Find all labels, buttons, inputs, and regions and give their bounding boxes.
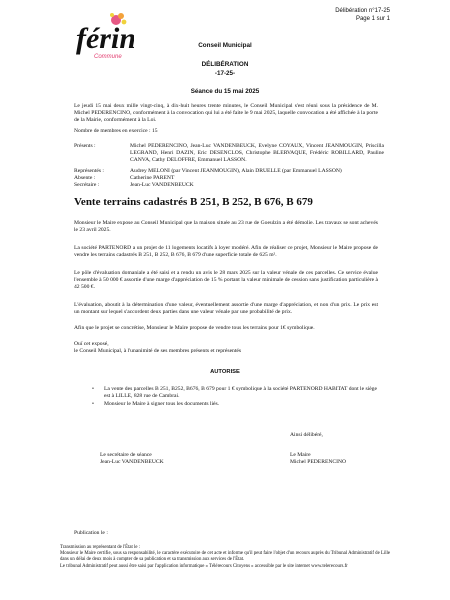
mayor-role: Le Maire (290, 452, 311, 458)
transmission-line: Transmission au représentant de l'État le : (60, 545, 141, 550)
attendance-label: Présents : (74, 143, 96, 149)
ferin-logo (72, 8, 134, 64)
secretary-role: Le secrétaire de séance (100, 452, 152, 458)
attendance-value: Audrey MELONI (par Vincent JEANMOUGIN), Alain DRUELLE (par Emmanuel LASSON) (130, 167, 342, 174)
deliberation-title: Vente terrains cadastrés B 251, B 252, B 676, B 679 (74, 196, 313, 208)
attendance-label: Absente : (74, 174, 96, 181)
deliberation-number: Délibération n°17-25 (335, 8, 390, 14)
paragraph-6: Ouï cet exposé, le Conseil Municipal, à l'unanimité de ses membres présents et représentés (74, 341, 242, 355)
members-count: Nombre de membres en exercice : 15 (74, 128, 158, 134)
list-item: • Monsieur le Maire à signer tous les documents liés. (92, 401, 380, 408)
recourse-notice: Monsieur le Maire certifie, sous sa responsabilité, le caractère exécutoire de cet acte et informe qu'il peut faire l'objet d'un recours auprès du Tribunal Administratif de Lille dans un délai de deux mois à compter de sa publication et sa transmission aux services de l'État. (60, 551, 390, 563)
paragraph-3: Le pôle d'évaluation domaniale a été saisi et a rendu un avis le 28 mars 2025 sur la valeur vénale de ces parcelles. Ce service évalue l'ensemble à 50 000 € assortie d'une marge d'appréciation de 15 % portant la valeur minimale de cession sans justification particulière à 42 500 €. (74, 270, 378, 291)
mayor-signature (290, 452, 346, 466)
attendance-row (74, 168, 384, 175)
page-count: Page 1 sur 1 (355, 16, 390, 22)
session-date: Séance du 15 mai 2025 (190, 88, 260, 95)
attendance-row (74, 182, 384, 189)
paragraph-5: Afin que le projet se concrétise, Monsieur le Maire propose de vendre tous les terrains pour 1€ symbolique. (74, 325, 315, 331)
autorise-heading: AUTORISE (210, 369, 240, 375)
paragraph-1: Monsieur le Maire expose au Conseil Municipal que la maison située au 23 rue de Goeulzin a été démolie. Les travaux se sont achevés le 23 avril 2025. (74, 220, 378, 234)
telerecours-notice: Le tribunal Administratif peut aussi être saisi par l'application informatique « Télérecours Citoyens » accessible par le site internet www.telerecours.fr (60, 563, 348, 569)
attendance-label: Secrétaire : (74, 182, 100, 189)
closing-statement: Ainsi délibéré, (290, 432, 323, 438)
publication-line: Publication le : (74, 530, 108, 536)
attendance-value: Michel PEDERENCINO, Jean-Luc VANDENBEUCK, Evelyne COYAUX, Vincent JEANMOUGIN, Priscilla LEGRAND, Henri DAZIN, Eric DESENCLOS, Christophe BLERVAQUE, Frédéric ROBILLARD, Pauline CANVA, Cathy DELOFFRE, Emmanuel LASSON. (130, 143, 384, 164)
list-item: • La vente des parcelles B 251, B252, B676, B 679 pour 1 € symbolique à la société PARTENORD HABITAT dont le siège est à LILLE, 828 rue de Cambrai. (92, 386, 380, 400)
document-reference (335, 7, 390, 23)
mayor-name: Michel PEDERENCINO (290, 459, 347, 466)
intro-paragraph: Le jeudi 15 mai deux mille vingt-cinq, à dix-huit heures trente minutes, le Conseil Municipal s'est réuni sous la présidence de M. Michel PEDERENCINO, conformément à la convocation qui lui a été faite le 9 mai 2025, laquelle convocation a été affichée à la porte de la Mairie, conformément à la Loi. (74, 103, 378, 124)
legal-footer (60, 545, 390, 570)
council-heading: Conseil Municipal (198, 42, 252, 49)
svg-text:férin: férin (76, 22, 134, 55)
secretary-signature (100, 452, 164, 466)
paragraph-2: La société PARTENORD a un projet de 11 logements locatifs à loyer modéré. Afin de réaliser ce projet, Monsieur le Maire propose de vendre les terrains cadastrés B 251, B 252, B 676, B 679 d'une superficie totale de 625 m². (74, 245, 378, 259)
secretary-name: Jean-Luc VANDENBEUCK (100, 459, 164, 466)
attendance-row (74, 175, 384, 182)
svg-text:Commune: Commune (94, 54, 122, 60)
deliberation-heading (0, 60, 450, 78)
attendance-value: Catherine PARENT (130, 174, 175, 181)
attendance-row (74, 143, 384, 165)
decision-list (92, 386, 380, 410)
attendance-table (74, 143, 384, 189)
attendance-label: Représentés : (74, 167, 104, 174)
deliberation-code: -17-25- (214, 70, 236, 77)
attendance-value: Jean-Luc VANDENBEUCK (130, 182, 194, 189)
deliberation-label: DÉLIBÉRATION (201, 61, 249, 68)
paragraph-4: L'évaluation, aboutit à la détermination d'une valeur, éventuellement assortie d'une marge d'appréciation, et non d'un prix. Le prix est un montant sur lequel s'accordent deux parties dans une valeur vénale par une probabilité de prix. (74, 302, 378, 316)
